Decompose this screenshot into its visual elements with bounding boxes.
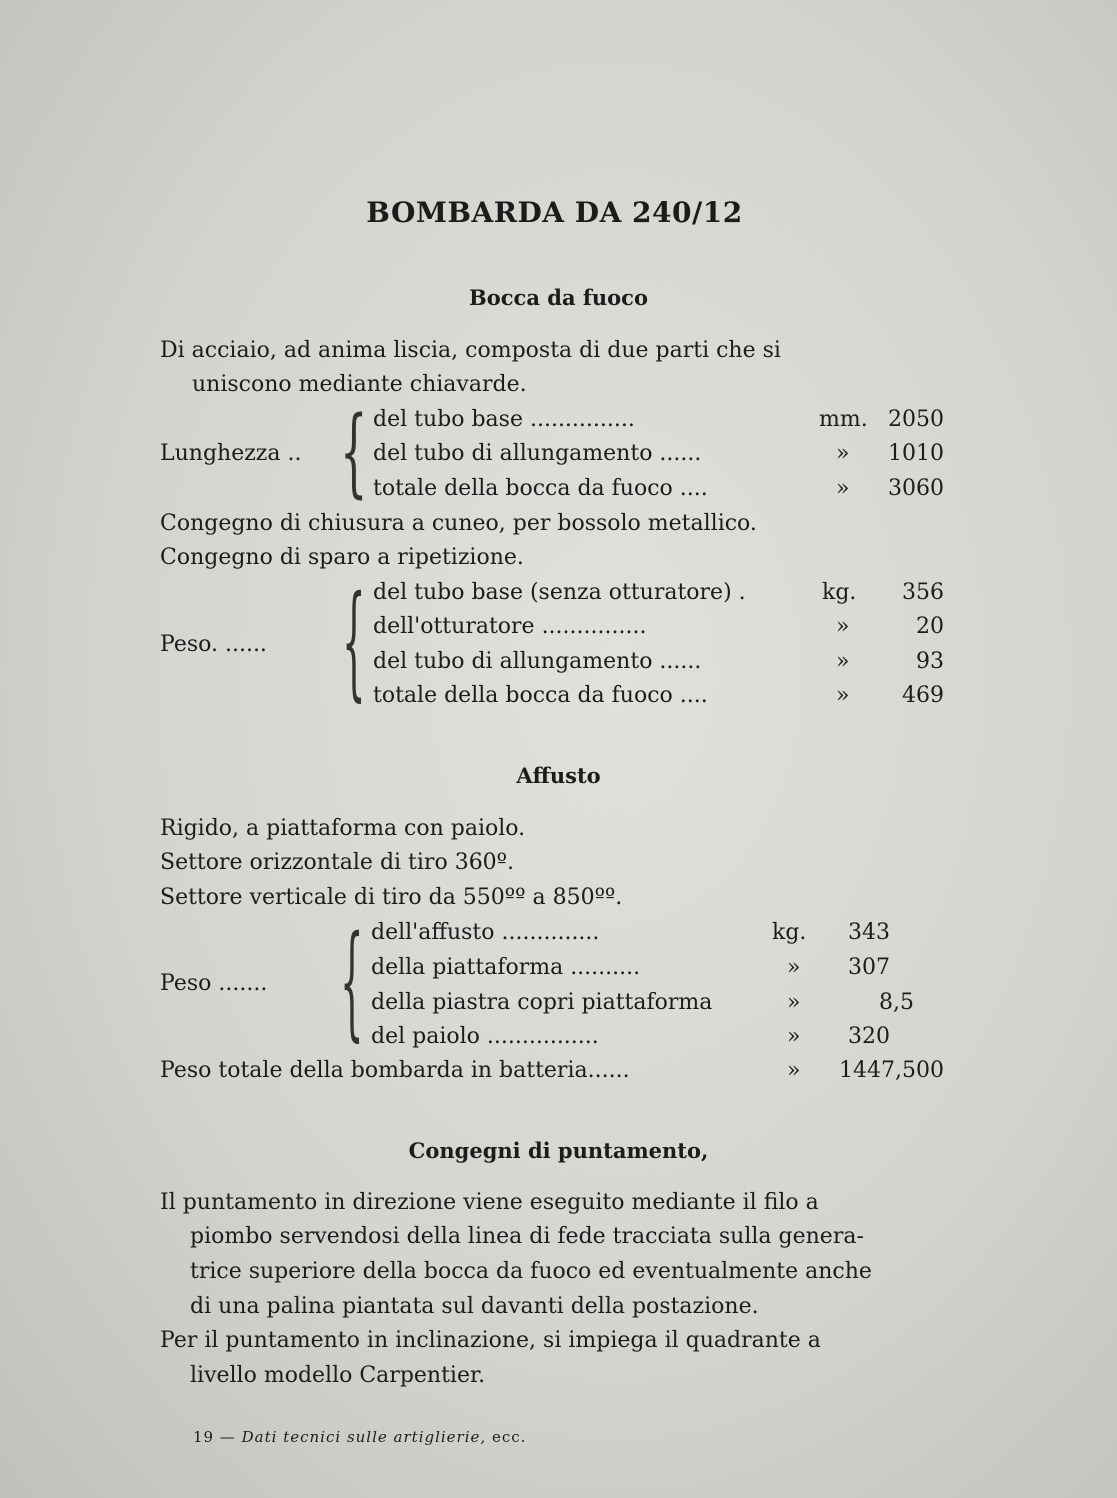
peso-bocca-row-3-label: del tubo di allungamento ...... [373,649,702,674]
footer-ecc: ecc. [491,1428,527,1446]
peso-bocca-row-1-unit: kg. [822,580,857,605]
puntamento-p1-line-1: Il puntamento in direzione viene eseguito mediante il filo a [160,1190,819,1215]
section-heading-bocca: Bocca da fuoco [469,285,648,310]
peso-bocca-row-4-value: 469 [902,683,944,708]
bocca-intro-line-1: Di acciaio, ad anima liscia, composta di due parti che si [160,338,781,363]
peso-affusto-row-2-value: 307 [848,955,890,980]
footer-title: Dati tecnici sulle artiglierie, [241,1428,487,1446]
footer-signature-number: 19 [193,1428,215,1446]
puntamento-p1-line-4: di una palina piantata sul davanti della postazione. [190,1294,759,1319]
bocca-intro-line-2: uniscono mediante chiavarde. [192,372,527,397]
peso-affusto-label: Peso ....... [160,971,268,996]
lunghezza-row-1-unit: mm. [819,407,868,432]
peso-bocca-row-1-label: del tubo base (senza otturatore) . [373,580,746,605]
peso-bocca-row-4-unit: » [836,683,850,708]
affusto-line-1: Rigido, a piattaforma con paiolo. [160,816,526,841]
peso-affusto-row-2-label: della piattaforma .......... [371,955,641,980]
peso-affusto-row-1-label: dell'affusto .............. [371,920,600,945]
lunghezza-brace: { [340,396,368,508]
lunghezza-row-3-unit: » [836,476,850,501]
peso-totale-value: 1447,500 [839,1058,944,1083]
peso-bocca-row-2-value: 20 [916,614,944,639]
peso-bocca-row-1-value: 356 [902,580,944,605]
peso-bocca-row-3-value: 93 [916,649,944,674]
page-footer [193,1428,526,1446]
peso-bocca-row-4-label: totale della bocca da fuoco .... [373,683,708,708]
lunghezza-row-2-value: 1010 [888,441,944,466]
lunghezza-row-3-label: totale della bocca da fuoco .... [373,476,708,501]
chiusura-line: Congegno di chiusura a cuneo, per bossolo metallico. [160,511,757,536]
lunghezza-row-2-unit: » [836,441,850,466]
lunghezza-row-1-label: del tubo base ............... [373,407,635,432]
peso-bocca-row-2-label: dell'otturatore ............... [373,614,647,639]
peso-affusto-row-4-label: del paiolo ................ [371,1024,599,1049]
peso-bocca-label: Peso. ...... [160,632,267,657]
lunghezza-label: Lunghezza .. [160,441,302,466]
section-heading-affusto: Affusto [516,763,601,788]
peso-affusto-row-4-value: 320 [848,1024,890,1049]
peso-bocca-row-3-unit: » [836,649,850,674]
lunghezza-row-2-label: del tubo di allungamento ...... [373,441,702,466]
peso-affusto-brace: { [340,910,364,1054]
section-heading-puntamento: Congegni di puntamento, [408,1138,709,1163]
affusto-line-3: Settore verticale di tiro da 550ºº a 850ºº. [160,885,623,910]
page-title: BOMBARDA DA 240/12 [366,196,743,229]
sparo-line: Congegno di sparo a ripetizione. [160,545,524,570]
peso-affusto-row-1-unit: kg. [772,920,807,945]
lunghezza-row-3-value: 3060 [888,476,944,501]
puntamento-p2-line-1: Per il puntamento in inclinazione, si impiega il quadrante a [160,1328,821,1353]
peso-affusto-row-3-unit: » [787,990,801,1015]
peso-affusto-row-4-unit: » [787,1024,801,1049]
peso-affusto-row-1-value: 343 [848,920,890,945]
peso-affusto-row-3-label: della piastra copri piattaforma [371,990,713,1015]
affusto-line-2: Settore orizzontale di tiro 360º. [160,850,515,875]
peso-affusto-row-2-unit: » [787,955,801,980]
peso-bocca-brace: { [342,570,366,714]
peso-affusto-row-3-value: 8,5 [879,990,914,1015]
puntamento-p1-line-2: piombo servendosi della linea di fede tracciata sulla genera- [190,1224,864,1249]
footer-dash: — [219,1428,236,1446]
peso-totale-unit: » [787,1058,801,1083]
peso-totale-label: Peso totale della bombarda in batteria...... [160,1058,630,1083]
puntamento-p1-line-3: trice superiore della bocca da fuoco ed eventualmente anche [190,1259,872,1284]
puntamento-p2-line-2: livello modello Carpentier. [190,1363,486,1388]
lunghezza-row-1-value: 2050 [888,407,944,432]
peso-bocca-row-2-unit: » [836,614,850,639]
